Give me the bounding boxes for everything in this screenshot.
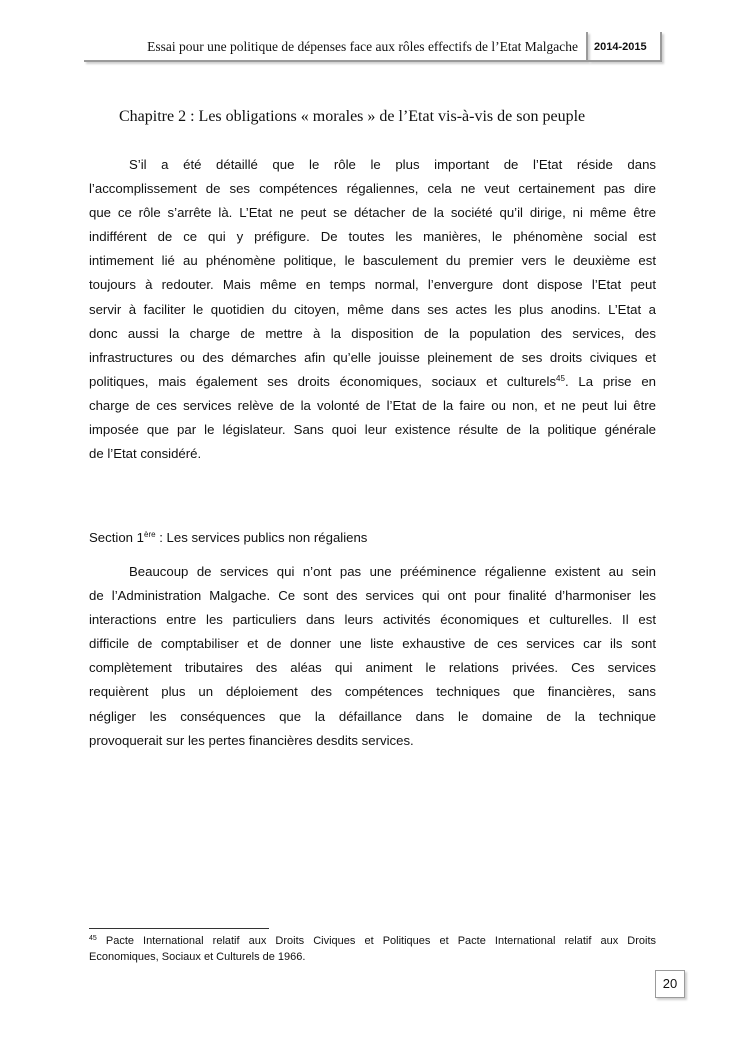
section-prefix: Section 1 (89, 530, 144, 545)
paragraph-line (89, 370, 656, 394)
paragraph-line: complètement tributaires des aléas qui animent le relations privées. Ces services (89, 660, 656, 676)
line-text: . La prise en (564, 373, 656, 389)
paragraph-line: donc aussi la charge de mettre à la disposition de la population des services, des (89, 325, 656, 341)
section-superscript: ère (144, 530, 156, 539)
paragraph-1 (89, 153, 656, 466)
paragraph-line: négliger les conséquences que la défaillance dans le domaine de la technique (89, 708, 656, 724)
paragraph-line: Beaucoup de services qui n’ont pas une prééminence régalienne existent au sein (129, 564, 656, 579)
paragraph-line: charge de ces services relève de la volonté de l’Etat de la faire ou non, et ne peut lui être (89, 397, 656, 413)
chapter-title: Chapitre 2 : Les obligations « morales » de l’Etat vis-à-vis de son peuple (119, 108, 586, 125)
paragraph-line: interactions entre les particuliers dans leurs activités économiques et culturelles. Il est (89, 612, 656, 628)
header-title: Essai pour une politique de dépenses face aux rôles effectifs de l’Etat Malgache (84, 32, 588, 62)
paragraph-line: S’il a été détaillé que le rôle le plus important de l’Etat réside dans (129, 157, 656, 172)
paragraph-line: l’accomplissement de ses compétences régaliennes, cela ne veut certainement pas dire (89, 181, 656, 197)
paragraph-line: toujours à redouter. Mais même en temps normal, l’envergure dont dispose l’Etat peut (89, 277, 656, 293)
page-number: 20 (655, 970, 685, 998)
footnote-number: 45 (89, 935, 97, 942)
paragraph-line: servir à faciliter le quotidien du citoyen, même dans ses actes les plus anodins. L’Etat a (89, 301, 656, 317)
footnote-line: Economiques, Sociaux et Culturels de 1966. (89, 951, 306, 963)
paragraph-line: de l’Administration Malgache. Ce sont des services qui ont pour finalité d’harmoniser les (89, 588, 656, 604)
footnote-line (89, 933, 656, 949)
footnote-separator (89, 928, 269, 929)
paragraph-line: provoquerait sur les pertes financières desdits services. (89, 732, 414, 748)
footnote (89, 933, 656, 965)
header-year: 2014-2015 (588, 32, 662, 62)
paragraph-line: de l’Etat considéré. (89, 446, 202, 462)
paragraph-line: intimement lié au phénomène politique, le basculement du premier vers le deuxième est (89, 253, 656, 269)
paragraph-line: indifférent de ce qui y préfigure. De toutes les manières, le phénomène social est (89, 229, 656, 245)
section-heading (89, 530, 367, 545)
paragraph-2 (89, 560, 656, 753)
running-header (84, 32, 662, 62)
footnote-reference[interactable]: 45 (556, 373, 565, 383)
line-text: politiques, mais également ses droits économiques, sociaux et culturels (89, 373, 557, 389)
paragraph-line: requièrent plus un déploiement des compétences techniques que financières, sans (89, 684, 656, 700)
paragraph-line: difficile de comptabiliser et de donner une liste exhaustive de ces services car ils sont (89, 636, 656, 652)
section-title: : Les services publics non régaliens (155, 530, 368, 545)
paragraph-line: que ce rôle s’arrête là. L’Etat ne peut se détacher de la société qu’il dirige, ni même être (89, 205, 656, 221)
paragraph-line: infrastructures ou des démarches afin qu’elle jouisse pleinement de ses droits civiques et (89, 349, 656, 365)
footnote-text: Pacte International relatif aux Droits Civiques et Politiques et Pacte International relatif aux Droits (96, 935, 656, 947)
paragraph-line: imposée que par le législateur. Sans quoi leur existence résulte de la politique générale (89, 422, 656, 438)
